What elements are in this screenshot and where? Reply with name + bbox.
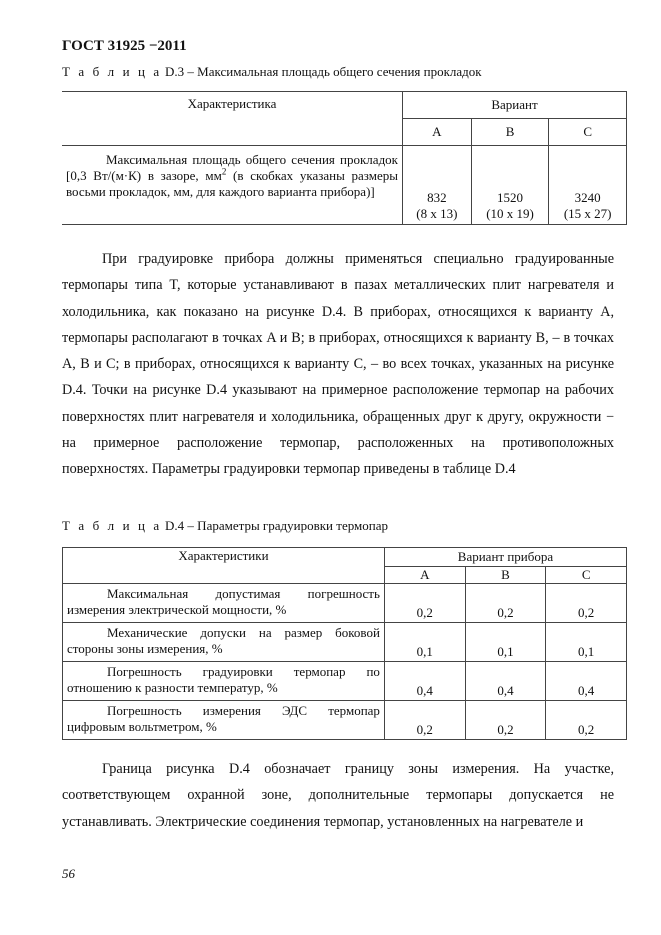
dims: (10 x 19) — [486, 206, 534, 221]
cell-a: 0,2 — [384, 701, 465, 740]
table-d4 — [62, 547, 627, 740]
table-d4-caption — [62, 518, 388, 534]
cell-a: 0,2 — [384, 584, 465, 623]
dims: (15 x 27) — [563, 206, 612, 221]
variant-a-header: A — [384, 567, 465, 584]
row-label: Максимальная допустимая погрешность измерения электрической мощности, % — [63, 584, 385, 623]
row-superscript: 2 — [221, 166, 227, 177]
value-cell-a — [403, 146, 472, 225]
table-label: Т а б л и ц а — [62, 518, 162, 533]
table-row — [63, 701, 627, 740]
value: 832 — [427, 190, 447, 205]
cell-a: 0,1 — [384, 623, 465, 662]
standard-header: ГОСТ 31925 −2011 — [62, 38, 187, 54]
variant-c-header: C — [546, 567, 627, 584]
row-characteristic — [62, 146, 403, 225]
table-row — [63, 662, 627, 701]
page-number: 56 — [62, 866, 75, 881]
paragraph-calibration: При градуировке прибора должны применяться специально градуированные термопары типа T, которые устанавливают в пазах металлических плит нагревателя и холодильника, как показано на рисунке D.4. В приборах, относящихся к варианту А, термопары располагают в точках A и B; в приборах, относящихся к варианту В, – в точках A, B и C; в приборах, относящихся к варианту С, – во всех точках, указанных на рисунке D.4. Точки на рисунке D.4 указывают на примерное расположение термопар на рабочих поверхностях плит нагревателя и холодильника, обращенных друг к другу, окружности − на примерное расположение термопар, расположенных на противоположных поверхностях. Параметры градуировки термопар приведены в таблице D.4 — [62, 251, 614, 478]
table-title: D.4 – Параметры градуировки термопар — [165, 518, 388, 533]
column-header-characteristic: Характеристика — [62, 92, 403, 146]
table-d3 — [62, 91, 627, 225]
table-title: D.3 – Максимальная площадь общего сечения прокладок — [165, 64, 482, 79]
cell-b: 0,4 — [465, 662, 546, 701]
cell-b: 0,2 — [465, 701, 546, 740]
value-cell-c — [549, 146, 627, 225]
column-header-device-variant: Вариант прибора — [384, 548, 626, 567]
cell-c: 0,4 — [546, 662, 627, 701]
cell-c: 0,2 — [546, 584, 627, 623]
row-text-1: Максимальная площадь общего сечения прокладок [0,3 Вт/(м·К) в зазоре, мм — [66, 152, 398, 183]
table-d3-caption — [62, 64, 482, 80]
cell-b: 0,1 — [465, 623, 546, 662]
column-header-characteristics: Характеристики — [63, 548, 385, 584]
variant-a-header: A — [403, 119, 472, 146]
value-cell-b — [471, 146, 549, 225]
column-header-variant: Вариант — [403, 92, 627, 119]
variant-b-header: B — [471, 119, 549, 146]
variant-c-header: C — [549, 119, 627, 146]
dims: (8 x 13) — [416, 206, 458, 221]
row-label: Погрешность градуировки термопар по отношению к разности температур, % — [63, 662, 385, 701]
value: 3240 — [574, 190, 601, 205]
paragraph-boundary: Граница рисунка D.4 обозначает границу зоны измерения. На участке, соответствующем охранной зоне, дополнительные термопары допускается не устанавливать. Электрические соединения термопар, установленных на нагревателе и — [62, 761, 614, 830]
value: 1520 — [497, 190, 524, 205]
cell-a: 0,4 — [384, 662, 465, 701]
row-text-2: (в скобках указаны размеры восьми прокладок, мм, для каждого варианта прибора)] — [66, 168, 398, 199]
row-label: Механические допуски на размер боковой стороны зоны измерения, % — [63, 623, 385, 662]
cell-b: 0,2 — [465, 584, 546, 623]
row-label: Погрешность измерения ЭДС термопар цифровым вольтметром, % — [63, 701, 385, 740]
table-label: Т а б л и ц а — [62, 64, 162, 79]
variant-b-header: B — [465, 567, 546, 584]
cell-c: 0,1 — [546, 623, 627, 662]
table-row — [63, 623, 627, 662]
table-row — [63, 584, 627, 623]
cell-c: 0,2 — [546, 701, 627, 740]
